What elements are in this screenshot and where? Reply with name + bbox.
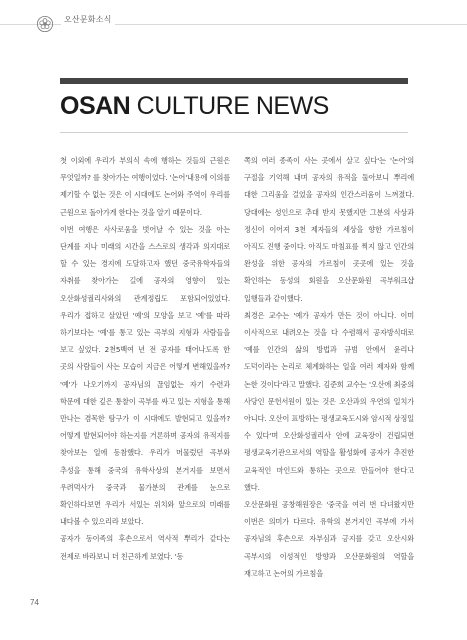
left-column — [60, 152, 230, 565]
flower-emblem-icon — [36, 15, 54, 33]
title-light: CULTURE NEWS — [130, 92, 329, 120]
body-paragraph: 공자가 동이족의 후손으로서 역사적 뿌리가 같다는 전제로 바라보니 더 친근하게 보였다. '동 — [60, 534, 230, 561]
page-title — [60, 92, 329, 121]
body-paragraph: 쪽의 여러 종족이 사는 곳에서 살고 싶다'는 '논어'의 구절을 기억해 내며 공자의 유적을 둘아보니 뿌리에 대한 그리움을 걸었을 공자의 인간스러움이 느껴졌다. 당대에는 성인으로 추대 받지 못했지만 그분의 사상과 정신이 이어져 3천 제자들의 세상을 향한 가르침이 아직도 진행 중이다. 아직도 마침표를 찍지 않고 인간의 완성을 위한 공자의 가르침이 곳곳에 있는 것을 확인하는 동성의 회원을 오산문화원 곡부워크샵 일행들과 같이했다. — [244, 156, 414, 303]
body-paragraph: 오산문화원 공창해원장은 '중국을 여러 번 다녀왔지만 이번은 의미가 다르다. 유학의 본거지인 곡부에 가서 공자님의 후손으로 자부심과 긍지를 갖고 오산시와 곡부시의 이성적인 방향과 오산문화원의 역할을 재고하고 논어의 가르침을 — [244, 500, 414, 578]
page-number: 74 — [30, 598, 39, 607]
title-accent-bar — [60, 78, 408, 84]
title-divider — [60, 132, 408, 133]
page-header — [0, 0, 467, 72]
body-paragraph: 첫 이외에 우리가 부의식 속에 행하는 것들의 근원은 무엇일까? 를 찾아가는 여행이었다. '논어'내용에 이의를 제기할 수 없는 것은 이 시대에도 논어와 주역이 우리를 근원으로 돌아가게 한다는 것을 알기 때문이다. — [60, 156, 230, 217]
section-label: 오산문화소식 — [61, 14, 115, 25]
body-paragraph: 이번 여행은 사사로움을 벗어날 수 있는 것을 아는 단계를 지나 미래의 시간을 스스로의 생각과 의지대로 할 수 있는 경지에 도달하고자 했던 중국유학자들의 자취를 찾아가는 길에 공자의 영향이 있는 오산화성궐리사와의 관계정립도 포함되어있었다. 우리가 접하고 살았던 '예'의 모양을 보고 '예'를 따라 하기보다는 '예'를 통고 있는 곡부의 지형과 사람들을 보고 싶었다. 2천5백여 년 전 공자를 태어나도록 한 곳의 사람들이 사는 모습이 지금은 어떻게 변해있을까? '예'가 나오기까지 공자님의 끊임없는 자기 수련과 학문에 대한 깊은 통찰이 곡부를 싸고 있는 지형을 통해 만나는 겸목한 탐구가 이 시대에도 발현되고 있을까? 어떻게 발현되어야 하는지를 거론하며 공자의 유적지를 찾아보는 일에 동참했다. 우리가 머물렀던 곡부와 추성을 통해 중국의 유학사상의 본거지를 보면서 우려먹사가 중국과 물가분의 관계를 눈으로 확인하다보면 우리가 서있는 위치와 앞으로의 미래를 내다볼 수 있으리라 보았다. — [60, 224, 230, 527]
right-column — [244, 152, 414, 582]
title-bold: OSAN — [60, 92, 131, 120]
body-paragraph: 최경은 교수는 '예가 공자가 만든 것이 아니다. 이미 이사적으로 내려오는 것을 다 수렴해서 공자방식대로 '예를 인간의 삶의 방법과 규범 안에서 윤리나 도덕이라는 논리로 체계화하는 일을 여러 제자와 함께 논한 것이다'라고 말했다. 김준희 교수는 '오산에 최중의 사당인 문헌서원이 있는 것은 오산과의 우연의 일치가 아니다. 오산이 표방하는 평생교육도시와 암시적 상징일 수 있다'며 오산화성궐리사 안에 교육장이 건립되면 평생교육기관으로서의 역할을 활성화에 공자가 추진한 교육적인 마인드와 통하는 곳으로 만들어야 한다고 했다. — [244, 310, 414, 492]
